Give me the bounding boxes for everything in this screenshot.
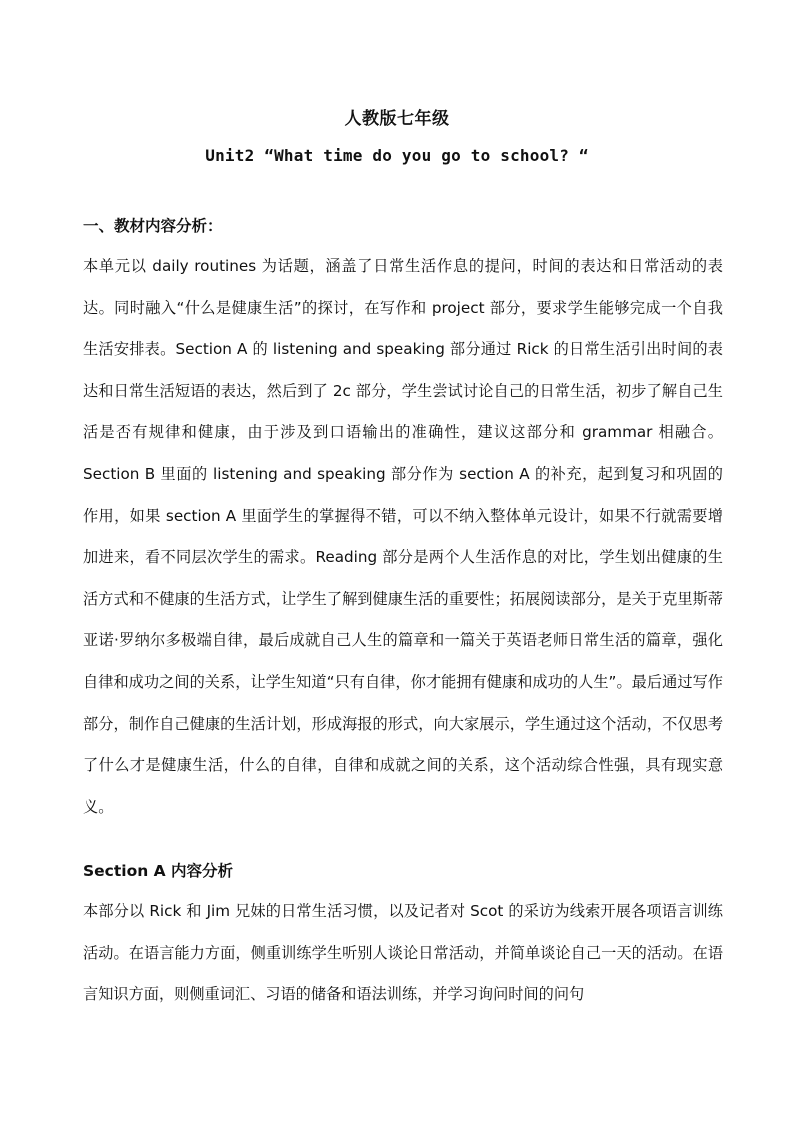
- section-heading-materials-analysis: 一、教材内容分析：: [83, 217, 223, 235]
- materials-analysis-paragraph: 本单元以 daily routines 为话题，涵盖了日常生活作息的提问，时间的表达和日常活动的表达。同时融入“什么是健康生活”的探讨，在写作和 project 部分，要求学生能够完成一个自我生活安排表。Section A 的 listening and speaking 部分通过 Rick 的日常生活引出时间的表达和日常生活短语的表达，然后到了 2c 部分，学生尝试讨论自己的日常生活，初步了解自己生活是否有规律和健康，由于涉及到口语输出的准确性，建议这部分和 grammar 相融合。Section B 里面的 listening and speaking 部分作为 section A 的补充，起到复习和巩固的作用，如果 section A 里面学生的掌握得不错，可以不纳入整体单元设计，如果不行就需要增加进来，看不同层次学生的需求。Reading 部分是两个人生活作息的对比，学生划出健康的生活方式和不健康的生活方式，让学生了解到健康生活的重要性；拓展阅读部分，是关于克里斯蒂亚诺·罗纳尔多极端自律，最后成就自己人生的篇章和一篇关于英语老师日常生活的篇章，强化自律和成功之间的关系，让学生知道“只有自律，你才能拥有健康和成功的人生”。最后通过写作部分，制作自己健康的生活计划，形成海报的形式，向大家展示，学生通过这个活动，不仅思考了什么才是健康生活，什么的自律，自律和成就之间的关系，这个活动综合性强，具有现实意义。: [83, 257, 723, 816]
- section-a-paragraph: 本部分以 Rick 和 Jim 兄妹的日常生活习惯，以及记者对 Scot 的采访为线索开展各项语言训练活动。在语言能力方面，侧重训练学生听别人谈论日常活动，并简单谈论自己一天的活动。在语言知识方面，则侧重词汇、习语的储备和语法训练，并学习询问时间的问句: [83, 902, 723, 1003]
- document-title: 人教版七年级: [344, 109, 450, 129]
- section-heading-section-a: Section A 内容分析: [83, 862, 234, 880]
- unit-subtitle: Unit2 “What time do you go to school? “: [205, 146, 589, 165]
